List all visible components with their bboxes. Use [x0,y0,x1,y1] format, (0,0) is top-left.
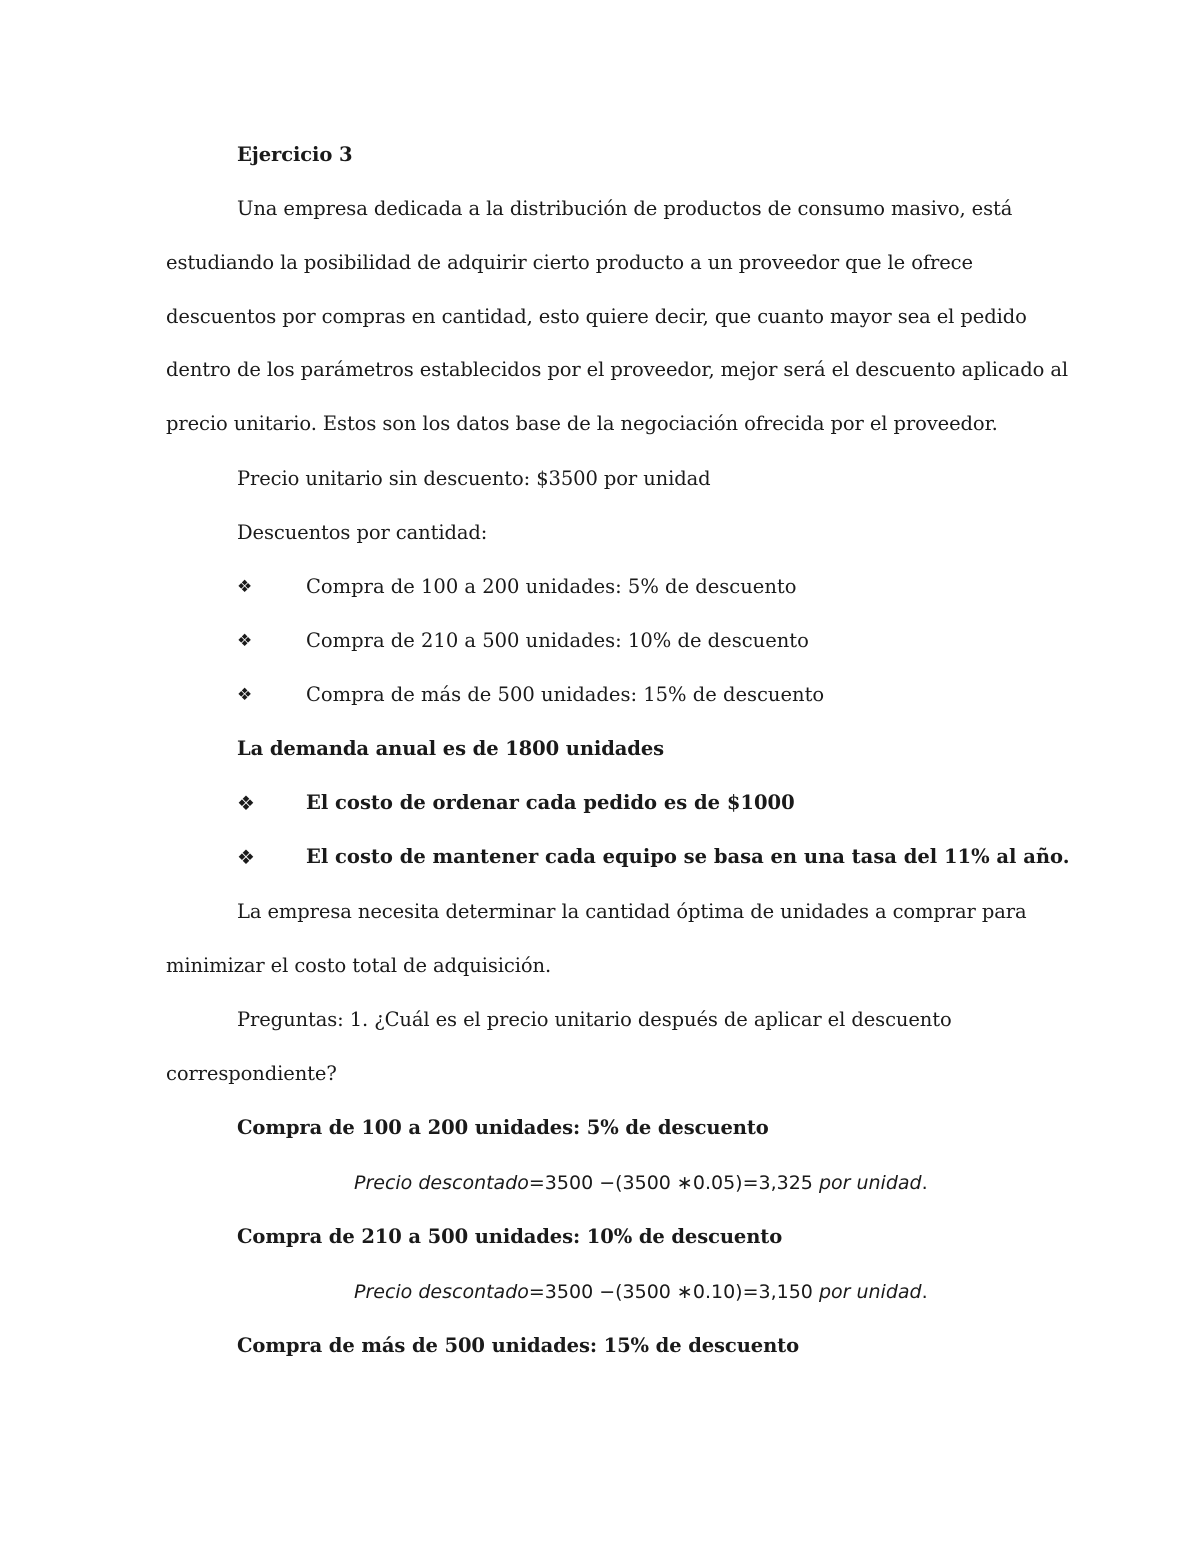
answer-heading: Compra de 210 a 500 unidades: 10% de descuento [237,1225,783,1248]
cost-text: El costo de mantener cada equipo se basa en una tasa del 11% al año. [306,845,1070,868]
discounts-heading: Descuentos por cantidad: [237,521,488,544]
formula-end: . [921,1281,928,1303]
formula-body: =3500 −(3500 ∗0.10)=3,150 [528,1281,813,1303]
paragraph-line: precio unitario. Estos son los datos base de la negociación ofrecida por el proveedor. [166,412,998,435]
diamond-bullet-icon: ❖ [237,791,255,815]
discount-text: Compra de 100 a 200 unidades: 5% de descuento [306,575,797,598]
discount-formula [354,1279,928,1305]
answer-heading: Compra de más de 500 unidades: 15% de descuento [237,1334,799,1357]
unit-price-line: Precio unitario sin descuento: $3500 por unidad [237,467,711,490]
discount-text: Compra de 210 a 500 unidades: 10% de descuento [306,629,809,652]
formula-body: =3500 −(3500 ∗0.05)=3,325 [528,1172,813,1194]
formula-label: Precio descontado [354,1281,529,1303]
formula-end: . [921,1172,928,1194]
discount-text: Compra de más de 500 unidades: 15% de descuento [306,683,825,706]
diamond-bullet-icon: ❖ [237,845,255,869]
diamond-bullet-icon: ❖ [237,631,253,651]
question-line: correspondiente? [166,1062,337,1085]
annual-demand-line: La demanda anual es de 1800 unidades [237,737,665,760]
answer-heading: Compra de 100 a 200 unidades: 5% de descuento [237,1116,769,1139]
formula-label: Precio descontado [354,1172,529,1194]
exercise-title: Ejercicio 3 [237,143,353,166]
cost-text: El costo de ordenar cada pedido es de $1000 [306,791,795,814]
paragraph-line: estudiando la posibilidad de adquirir cierto producto a un proveedor que le ofrece [166,251,973,274]
paragraph-line: minimizar el costo total de adquisición. [166,954,552,977]
paragraph-line: Una empresa dedicada a la distribución de productos de consumo masivo, está [237,197,1013,220]
diamond-bullet-icon: ❖ [237,577,253,597]
paragraph-line: La empresa necesita determinar la cantidad óptima de unidades a comprar para [237,900,1027,923]
paragraph-line: dentro de los parámetros establecidos por el proveedor, mejor será el descuento aplicado al [166,358,1068,381]
discount-formula [354,1170,928,1196]
paragraph-line: descuentos por compras en cantidad, esto quiere decir, que cuanto mayor sea el pedido [166,305,1027,328]
formula-unit: por unidad [818,1281,922,1303]
diamond-bullet-icon: ❖ [237,685,253,705]
formula-unit: por unidad [818,1172,922,1194]
question-line: Preguntas: 1. ¿Cuál es el precio unitario después de aplicar el descuento [237,1008,952,1031]
